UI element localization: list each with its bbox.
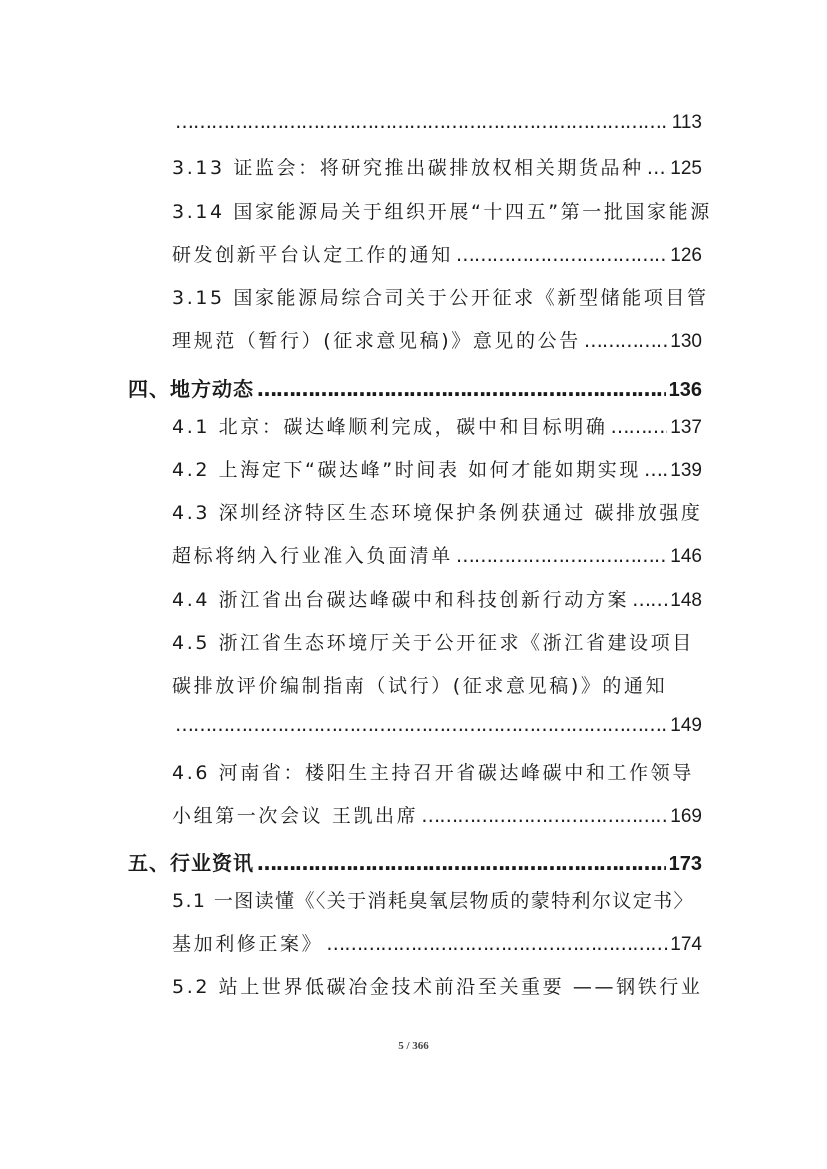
toc-section[interactable] (128, 373, 702, 402)
leader-dots (644, 459, 667, 481)
toc-entry-title: 4.1 北京：碳达峰顺利完成，碳中和目标明确 (172, 416, 608, 438)
toc-page-number: 174 (670, 934, 702, 955)
toc-page-number: 169 (670, 806, 702, 827)
toc-entry-title-line[interactable]: 3.14 国家能源局关于组织开展“十四五”第一批国家能源 (172, 201, 712, 223)
leader-dots (421, 805, 667, 827)
toc-entry[interactable] (172, 412, 702, 439)
leader-dots (326, 933, 667, 955)
toc-section-title: 四、地方动态 (128, 377, 254, 401)
toc-entry-title: 小组第一次会议 王凯出席 (172, 805, 419, 827)
toc-entry[interactable] (172, 455, 702, 482)
toc-entry-title: 4.4 浙江省出台碳达峰碳中和科技创新行动方案 (172, 589, 630, 611)
toc-entry-title-line[interactable]: 5.2 站上世界低碳冶金技术前沿至关重要 ——钢铁行业 (172, 976, 703, 998)
toc-entry-title: 超标将纳入行业准入负面清单 (172, 545, 453, 567)
toc-entry[interactable] (172, 929, 702, 956)
toc-entry-title-line[interactable]: 碳排放评价编制指南（试行）(征求意见稿)》的通知 (172, 675, 668, 697)
toc-entry-title-line[interactable]: 4.5 浙江省生态环境厅关于公开征求《浙江省建设项目 (172, 632, 694, 654)
leader-dots (456, 244, 667, 266)
leader-dots (584, 330, 667, 352)
leader-dots (257, 851, 666, 875)
toc-entry[interactable] (172, 326, 702, 353)
toc-section-title: 五、行业资讯 (128, 851, 254, 875)
toc-entry-title-line[interactable]: 3.15 国家能源局综合司关于公开征求《新型储能项目管 (172, 287, 709, 309)
toc-section[interactable] (128, 847, 702, 876)
leader-dots (257, 377, 666, 401)
toc-page-number: 125 (670, 158, 702, 179)
toc-entry-title: 基加利修正案》 (172, 933, 324, 955)
toc-entry-title-line[interactable]: 5.1 一图读懂《〈关于消耗臭氧层物质的蒙特利尔议定书〉 (172, 890, 694, 912)
toc-entry[interactable] (172, 240, 702, 267)
toc-page-number: 139 (670, 460, 702, 481)
toc-entry[interactable] (172, 541, 702, 568)
toc-entry[interactable] (172, 585, 702, 612)
toc-page-number: 137 (670, 417, 702, 438)
toc-entry-title: 3.13 证监会：将研究推出碳排放权相关期货品种 (172, 157, 644, 179)
toc-entry[interactable] (172, 714, 702, 737)
leader-dots (647, 157, 668, 179)
toc-entry-title-line[interactable]: 4.3 深圳经济特区生态环境保护条例获通过 碳排放强度 (172, 502, 703, 524)
toc-entry-title: 研发创新平台认定工作的通知 (172, 244, 453, 266)
leader-dots (632, 589, 667, 611)
toc-entry[interactable] (172, 153, 702, 180)
toc-page-number: 148 (670, 590, 702, 611)
toc-page-number: 130 (670, 331, 702, 352)
leader-dots (175, 714, 667, 736)
toc-entry[interactable] (172, 111, 702, 134)
toc-entry-title: 理规范（暂行）(征求意见稿)》意见的公告 (172, 330, 581, 352)
leader-dots (175, 111, 669, 133)
toc-page-number: 136 (668, 379, 702, 401)
toc-page-number: 113 (671, 112, 702, 133)
toc-entry-title-line[interactable]: 4.6 河南省：楼阳生主持召开省碳达峰碳中和工作领导 (172, 762, 694, 784)
page-footer-number: 5 / 366 (398, 1040, 429, 1052)
toc-page-number: 126 (670, 245, 702, 266)
toc-page-number: 149 (670, 715, 702, 736)
leader-dots (610, 416, 667, 438)
toc-page-number: 173 (668, 853, 702, 875)
leader-dots (456, 545, 667, 567)
toc-page-number: 146 (670, 546, 702, 567)
toc-entry-title: 4.2 上海定下“碳达峰”时间表 如何才能如期实现 (172, 459, 641, 481)
toc-entry[interactable] (172, 801, 702, 828)
